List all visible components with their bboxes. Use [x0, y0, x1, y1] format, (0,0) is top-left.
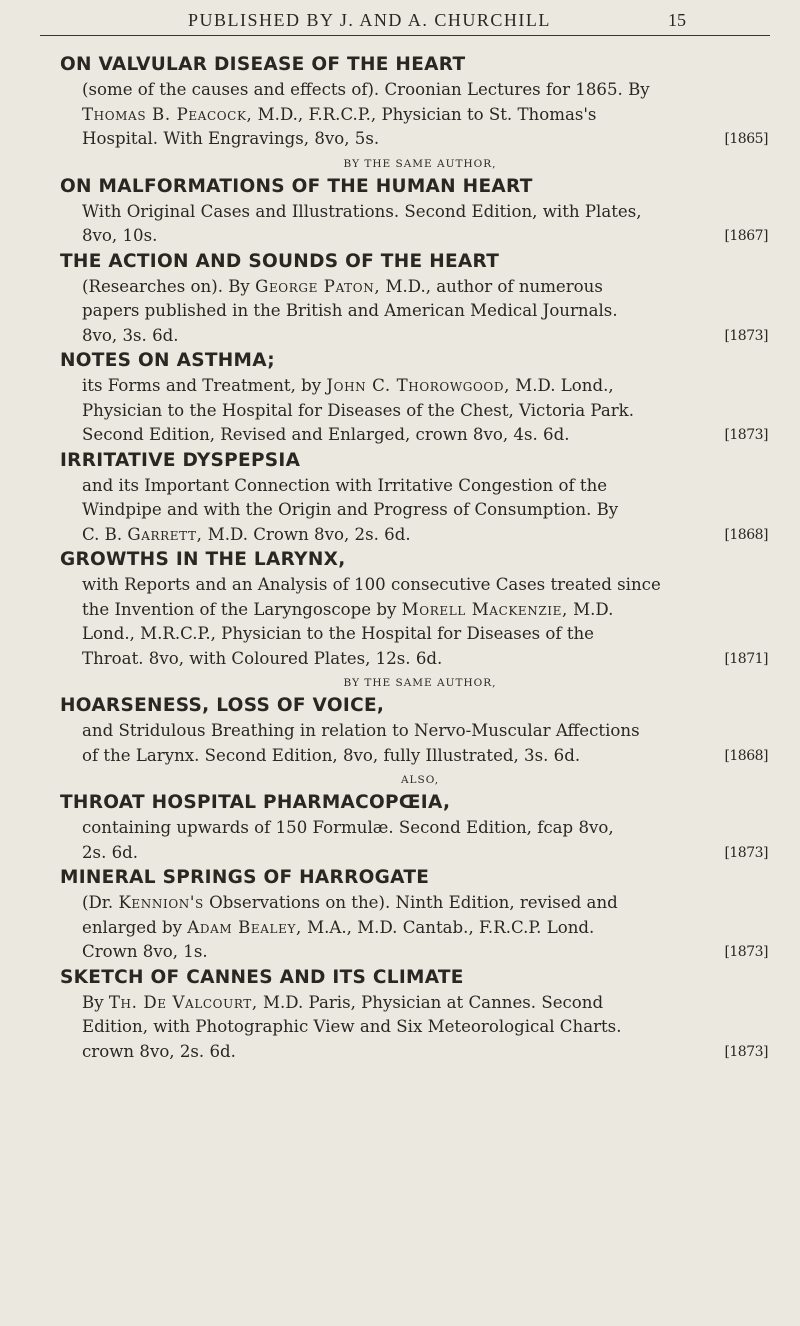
same-author-note: BY THE SAME AUTHOR,	[343, 677, 497, 689]
catalogue-entry	[60, 174, 780, 249]
publication-year: [1871]	[724, 650, 768, 667]
entry-title: GROWTHS IN THE LARYNX,	[60, 549, 346, 570]
entry-description: its Forms and Treatment, by John C. Thorowgood, M.D. Lond., Physician to the Hospital for Diseases of the Chest, Victoria Park. Second Edition, Revised and Enlarged, crown 8vo, 4s. 6d. [1873]	[82, 374, 768, 448]
entry-title: THE ACTION AND SOUNDS OF THE HEART	[60, 250, 500, 272]
publication-year: [1867]	[724, 228, 768, 244]
entry-description: (Researches on). By George Paton, M.D., author of numerous papers published in the British and American Medical Journals. 8vo, 3s. 6d. [1873]	[82, 275, 768, 349]
entry-title: NOTES ON ASTHMA;	[60, 350, 275, 371]
entry-description: (some of the causes and effects of). Croonian Lectures for 1865. By Thomas B. Peacock, M.D., F.R.C.P., Physician to St. Thomas's Hospital. With Engravings, 8vo, 5s. [1865]	[82, 78, 768, 152]
catalogue-entry	[60, 448, 780, 548]
entry-description: and Stridulous Breathing in relation to Nervo-Muscular Affections of the Larynx. Second Edition, 8vo, fully Illustrated, 3s. 6d. [1868]	[82, 719, 768, 768]
author-name: Morell Mackenzie,	[401, 599, 568, 619]
same-author-note: BY THE SAME AUTHOR,	[343, 157, 497, 170]
catalogue-entry	[60, 249, 780, 349]
publication-year: [1865]	[724, 131, 768, 147]
author-name: Thomas B. Peacock,	[82, 104, 253, 124]
author-name: Kennion's	[118, 893, 204, 912]
header-rule	[40, 35, 770, 36]
entry-title: THROAT HOSPITAL PHARMACOPŒIA,	[60, 792, 451, 813]
author-name: John C. Thorowgood,	[326, 376, 510, 395]
entry-description: with Reports and an Analysis of 100 consecutive Cases treated since the Invention of the Laryngoscope by Morell Mackenzie, M.D. Lond., M.R.C.P., Physician to the Hospital for Diseases of the Throat. 8vo, with Coloured Plates, 12s. 6d. [1871]	[82, 573, 768, 671]
publication-year: [1868]	[724, 747, 768, 764]
page-number: 15	[668, 10, 686, 30]
entry-description: With Original Cases and Illustrations. Second Edition, with Plates, 8vo, 10s. [1867]	[82, 200, 768, 249]
page-header	[0, 0, 800, 44]
also-note: ALSO,	[400, 774, 440, 786]
publication-year: [1873]	[724, 327, 768, 344]
catalogue-entry	[60, 790, 780, 865]
publication-year: [1873]	[724, 1043, 768, 1060]
publication-year: [1873]	[724, 427, 768, 443]
entry-description: and its Important Connection with Irritative Congestion of the Windpipe and with the Origin and Progress of Consumption. By C. B. Garrett, M.D. Crown 8vo, 2s. 6d. [1868]	[82, 474, 768, 548]
entry-description: containing upwards of 150 Formulæ. Second Edition, fcap 8vo, 2s. 6d. [1873]	[82, 816, 768, 865]
entry-title: HOARSENESS, LOSS OF VOICE,	[60, 695, 385, 716]
entry-title: SKETCH OF CANNES AND ITS CLIMATE	[60, 966, 464, 988]
author-name: George Paton,	[255, 276, 381, 296]
entry-title: MINERAL SPRINGS OF HARROGATE	[60, 867, 430, 888]
entry-title: ON MALFORMATIONS OF THE HUMAN HEART	[60, 175, 533, 197]
catalogue-entry	[60, 865, 780, 965]
publication-year: [1868]	[724, 526, 768, 543]
catalogue-list	[60, 52, 780, 1064]
catalogue-entry	[60, 52, 780, 152]
catalogue-entry	[60, 547, 780, 671]
entry-description: By Th. De Valcourt, M.D. Paris, Physician at Cannes. Second Edition, with Photographic View and Six Meteorological Charts. crown 8vo, 2s. 6d. [1873]	[82, 991, 768, 1065]
publication-year: [1873]	[724, 844, 768, 861]
entry-description: (Dr. Kennion's Observations on the). Ninth Edition, revised and enlarged by Adam Bealey, M.A., M.D. Cantab., F.R.C.P. Lond. Crown 8vo, 1s. [1873]	[82, 891, 768, 965]
entry-title: IRRITATIVE DYSPEPSIA	[60, 449, 301, 471]
entry-title: ON VALVULAR DISEASE OF THE HEART	[60, 54, 466, 75]
catalogue-entry	[60, 965, 780, 1065]
author-name: Adam Bealey,	[187, 917, 302, 937]
running-title: PUBLISHED BY J. AND A. CHURCHILL	[188, 10, 551, 30]
author-name: Garrett,	[127, 524, 203, 544]
catalogue-entry	[60, 348, 780, 448]
author-name: Th. De Valcourt,	[108, 992, 258, 1012]
catalogue-entry	[60, 693, 780, 768]
publication-year: [1873]	[724, 944, 768, 960]
